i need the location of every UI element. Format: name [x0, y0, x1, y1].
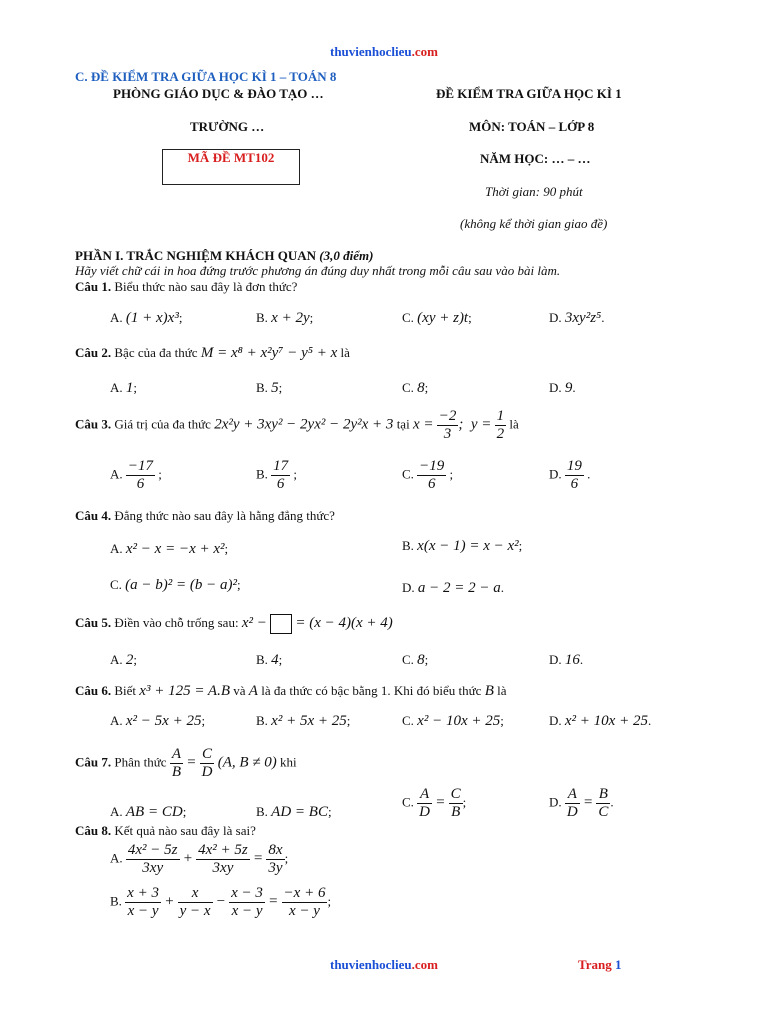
cond-y-frac: $\frac{1}{2}$	[496, 408, 505, 442]
q4-option-d: D. a − 2 = 2 − a.	[402, 580, 505, 596]
q6-option-c: C. x² − 10x + 25;	[402, 713, 504, 729]
q1-option-b: B. x + 2y;	[256, 310, 314, 326]
q7-option-d: D. $\frac{A}{D}$ = $\frac{B}{C}$ .	[549, 786, 614, 820]
school-year: NĂM HỌC: … – …	[480, 151, 591, 166]
q5-option-c: C. 8;	[402, 652, 429, 668]
cond-x-frac: $\frac{-2}{3}$	[438, 408, 457, 442]
q4-option-b: B. x(x − 1) = x − x²;	[402, 538, 523, 554]
q4-option-c: C. (a − b)² = (b − a)²;	[110, 577, 241, 593]
site-name: thuvienhoclieu	[330, 44, 412, 59]
q5-option-d: D. 16.	[549, 652, 584, 668]
q3-option-a: A. $\frac{-17}{6}$ ;	[110, 458, 162, 492]
question-7: Câu 7. Phân thức $\frac{A}{B}$ = $\frac{C}{D}$ (A, B ≠ 0) khi	[75, 746, 297, 780]
q1-option-d: D. 3xy²z⁵.	[549, 310, 605, 326]
dept-name: PHÒNG GIÁO DỤC & ĐÀO TẠO …	[113, 86, 324, 101]
page-number: Trang 1	[578, 957, 622, 972]
q3-option-b: B. $\frac{17}{6}$ ;	[256, 458, 298, 492]
q3-option-c: C. $\frac{-19}{6}$ ;	[402, 458, 454, 492]
q5-option-a: A. 2;	[110, 652, 138, 668]
part1-points: (3,0 điểm)	[319, 248, 374, 263]
exam-subject: MÔN: TOÁN – LỚP 8	[469, 119, 595, 134]
q2-option-b: B. 5;	[256, 380, 283, 396]
question-text: Biểu thức nào sau đây là đơn thức?	[114, 279, 298, 294]
part1-instruction: Hãy viết chữ cái in hoa đứng trước phương án đúng duy nhất trong mỗi câu sau vào bài làm.	[75, 263, 561, 278]
part1-title-row	[75, 248, 373, 264]
q7-option-a: A. AB = CD;	[110, 804, 187, 820]
q2-option-d: D. 9.	[549, 380, 576, 396]
q1-option-a: A. (1 + x)x³;	[110, 310, 183, 326]
school-name: TRƯỜNG …	[190, 119, 265, 134]
question-4: Câu 4. Đẳng thức nào sau đây là hằng đẳng thức?	[75, 508, 335, 523]
exam-title: ĐỀ KIỂM TRA GIỮA HỌC KÌ 1	[436, 86, 622, 101]
q1-option-c: C. (xy + z)t;	[402, 310, 472, 326]
site-tld: .com	[411, 44, 438, 59]
section-title: C. ĐỀ KIỂM TRA GIỮA HỌC KÌ 1 – TOÁN 8	[75, 69, 337, 84]
question-1	[75, 279, 297, 295]
question-3: Câu 3. Giá trị của đa thức 2x²y + 3xy² − 2yx² − 2y²x + 3 tại x = $\frac{-2}{3}$ ; y = $\frac{1}{2}$ là	[75, 408, 519, 442]
q2-option-c: C. 8;	[402, 380, 429, 396]
question-label: Câu 1.	[75, 279, 112, 294]
question-6: Câu 6. Biết x³ + 125 = A.B và A là đa thức có bậc bằng 1. Khi đó biểu thức B là	[75, 683, 507, 699]
q6-option-d: D. x² + 10x + 25.	[549, 713, 652, 729]
part1-title: PHẦN I. TRẮC NGHIỆM KHÁCH QUAN	[75, 248, 316, 263]
exam-code: MÃ ĐỀ MT102	[187, 150, 275, 165]
exam-time-note: (không kể thời gian giao đề)	[460, 216, 608, 231]
q8-option-a: A. $\frac{\text{4x² − 5z}}{3xy}$ + $\frac{\text{4x² + 5z}}{3xy}$ = $\frac{8x}{3y}$ ;	[110, 842, 289, 876]
q8-option-b: B. $\frac{x + 3}{x - y}$ + $\frac{x}{y - x}$ − $\frac{x - 3}{x - y}$ = $\frac{-x + 6}{x - y}$ ;	[110, 885, 332, 919]
exam-time: Thời gian: 90 phút	[485, 184, 583, 199]
footer-site: thuvienhoclieu.com	[330, 957, 438, 972]
q7-option-b: B. AD = BC;	[256, 804, 332, 820]
q6-option-b: B. x² + 5x + 25;	[256, 713, 351, 729]
q5-option-b: B. 4;	[256, 652, 283, 668]
q7-option-c: C. $\frac{A}{D}$ = $\frac{C}{B}$ ;	[402, 786, 467, 820]
q2-option-a: A. 1;	[110, 380, 138, 396]
site-header	[0, 44, 768, 60]
question-2: Câu 2. Bậc của đa thức M = x⁸ + x²y⁷ − y⁵ + x là	[75, 345, 350, 361]
q6-option-a: A. x² − 5x + 25;	[110, 713, 206, 729]
q4-option-a: A. x² − x = −x + x²;	[110, 541, 229, 557]
q3-option-d: D. $\frac{19}{6}$ .	[549, 458, 591, 492]
question-5: Câu 5. Điền vào chỗ trống sau: x² − = (x − 4)(x + 4)	[75, 614, 393, 634]
fill-in-blank-box	[270, 614, 292, 634]
question-8: Câu 8. Kết quả nào sau đây là sai?	[75, 823, 256, 838]
